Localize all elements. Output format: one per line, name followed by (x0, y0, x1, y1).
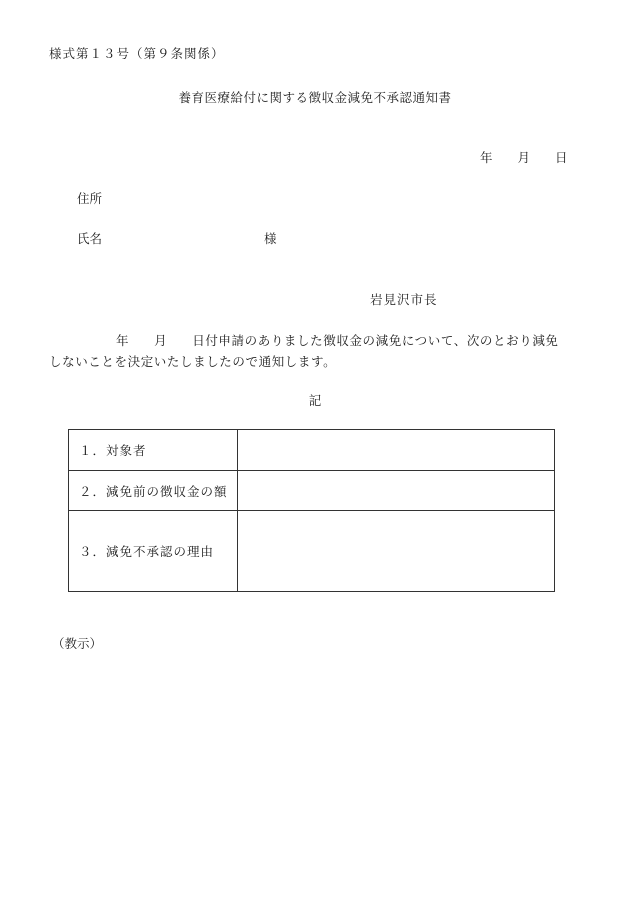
name-label: 氏名 (77, 231, 103, 246)
date-line (480, 148, 568, 166)
items-table (68, 429, 555, 592)
body-text-line-2: しないことを決定いたしましたので通知します。 (49, 354, 337, 369)
date-year-label: 年 (480, 150, 493, 165)
item-label-amount: ２．減免前の徴収金の額 (69, 471, 238, 511)
table-row (69, 471, 555, 511)
honorific-label: 様 (264, 231, 277, 246)
body-text-line-1 (116, 331, 559, 349)
item-value-target-person (238, 430, 555, 471)
instruction-label: （教示） (52, 636, 103, 651)
body-month-label: 月 (154, 333, 168, 348)
issuer-name: 岩見沢市長 (370, 292, 438, 307)
ki-heading: 記 (308, 393, 322, 408)
date-day-label: 日 (555, 150, 568, 165)
address-label: 住所 (77, 191, 103, 206)
document-title: 養育医療給付に関する徴収金減免不承認通知書 (178, 90, 452, 105)
body-year-label: 年 (116, 333, 130, 348)
table-row (69, 511, 555, 592)
table-row (69, 430, 555, 471)
date-month-label: 月 (517, 150, 531, 165)
form-number: 様式第１３号（第９条関係） (49, 46, 225, 61)
item-value-reason (238, 511, 555, 592)
item-label-reason: ３．減免不承認の理由 (69, 511, 238, 592)
item-value-amount (238, 471, 555, 511)
body-line1-text: 日付申請のありました徴収金の減免について、次のとおり減免 (192, 333, 559, 348)
item-label-target-person: １．対象者 (69, 430, 238, 471)
